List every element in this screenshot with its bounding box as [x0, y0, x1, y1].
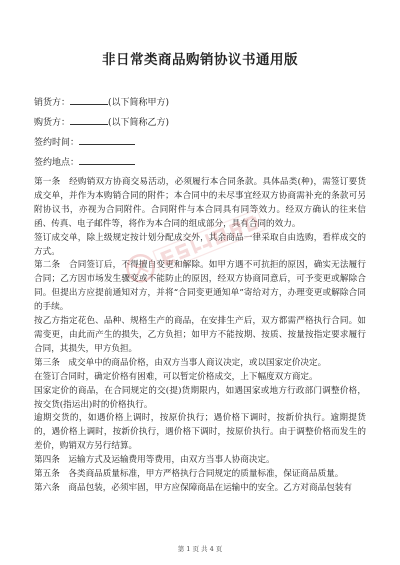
buyer-suffix: (以下简称乙方) — [108, 118, 170, 128]
paragraph-provisional-price: 在签订合同时，确定价格有困难，可以暂定价格成交，上下幅度双方商定。 — [34, 371, 318, 382]
paragraph-article-2: 第二条 合同签订后，不得擅自变更和解除。如甲方遇不可抗拒的原因，确实无法履行合同；乙方因市场发生骤变或不能防止的原因，经双方协商同意后，可予变更或解除合同。但提出方应提前通知对方，并将“合同变更通知单”寄给对方，办理变更或解除合同的手续。 — [34, 260, 366, 313]
signing-time-label: 签约时间： — [34, 138, 80, 148]
paragraph-overdue-delivery: 逾期交货的，如遇价格上调时，按原价执行；遇价格下调时，按新价执行。逾期提货的，遇价格上调时，按新价执行，遇价格下调时，按原价执行。由于调整价格而发生的差价，购销双方另行结算。 — [34, 413, 366, 452]
paragraph-specified-goods: 按乙方指定花色、品种、规格生产的商品，在安排生产后，双方都需严格执行合同。如需变更，由此而产生的损失，乙方负担；如甲方不能按期、按质、按量按指定要求履行合同，其损失，甲方负担。 — [34, 316, 366, 354]
paragraph-article-3: 第三条 成交单中的商品价格，由双方当事人商议决定，或以国家定价决定。 — [34, 357, 327, 368]
page-number: 第 1 页 共 4 页 — [177, 545, 223, 553]
buyer-label: 购货方： — [34, 118, 71, 128]
paragraph-article-1: 第一条 经购销双方协商交易活动，必须履行本合同条款。具体品类(种)，需签订要货成交单，并作为本购销合同的附件；本合同中的未尽事宜经双方协商需补充的条款可另附协议书，亦视为合同附件。合同附件与本合同具有同等效力。经双方确认的往来信函、传真、电子邮件等，将作为本合同的组成部分，具有合同的效力。 — [34, 177, 366, 229]
signing-place-label: 签约地点： — [34, 158, 80, 168]
paragraph-article-6: 第六条 商品包装，必须牢固，甲方应保障商品在运输中的安全。乙方对商品包装有 — [34, 482, 352, 493]
buyer-blank — [70, 116, 108, 125]
paragraph-order-form: 签订成交单，除上级规定按计划分配成交外，其余商品一律采取自由选购，看样成交的方式。 — [34, 232, 366, 257]
contract-body — [34, 176, 366, 496]
signing-place-field — [34, 156, 366, 168]
seller-blank — [70, 96, 108, 105]
document-title: 非日常类商品购销协议书通用版 — [102, 52, 298, 68]
seller-field — [34, 96, 366, 108]
seller-label: 销货方： — [34, 98, 71, 108]
paragraph-article-4: 第四条 运输方式及运输费用等费用，由双方当事人协商决定。 — [34, 455, 275, 466]
seller-suffix: (以下简称甲方) — [108, 98, 170, 108]
paragraph-state-price: 国家定价的商品，在合同规定的交(提)货期限内，如遇国家或地方行政部门调整价格，按交货(指运出)时的价格执行。 — [34, 385, 366, 410]
signing-time-field — [34, 136, 366, 148]
signing-place-blank — [79, 156, 135, 165]
signing-time-blank — [79, 136, 135, 145]
paragraph-article-5: 第五条 各类商品质量标准，甲方严格执行合同规定的质量标准，保证商品质量。 — [34, 469, 344, 480]
buyer-field — [34, 116, 366, 128]
